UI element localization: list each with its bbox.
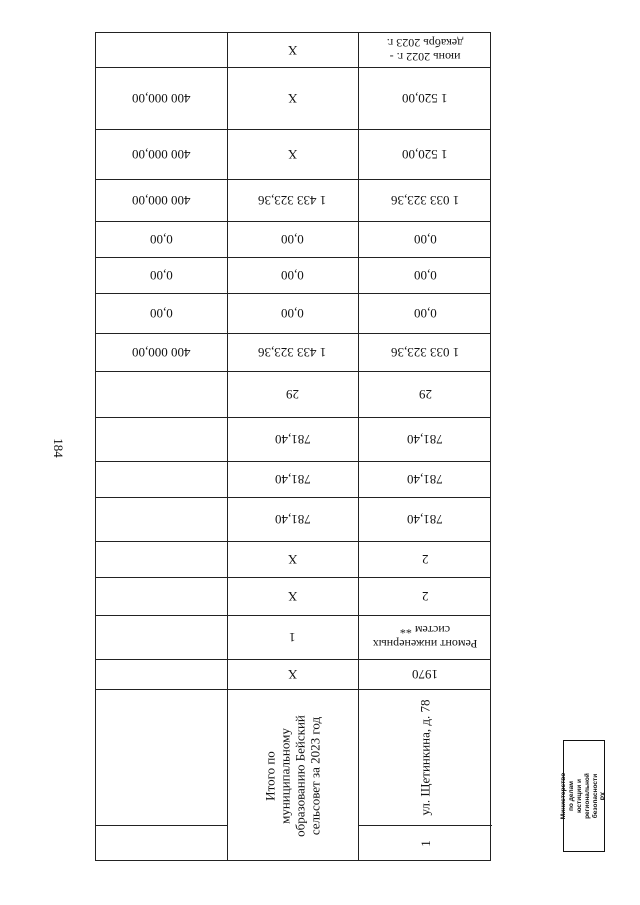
table-cell [96,577,227,615]
table-cell: 781,40 [274,512,311,527]
table-cell: 1 433 323,36 [258,193,327,208]
table-cell: 0,00 [413,232,437,247]
table-cell: 400 000,00 [132,91,191,106]
table-cell [96,659,227,689]
page-number: 184 [51,438,66,458]
table-cell: 2 [421,589,429,604]
table-cell: X [287,667,298,682]
table-cell: X [287,589,298,604]
table-cell [96,371,227,417]
table-cell: июнь 2022 г. - декабрь 2023 г. [386,36,464,64]
table-cell: 0,00 [413,306,437,321]
table-cell: 781,40 [274,432,311,447]
table-cell: Ремонт инженерных систем ** [372,623,478,651]
table-cell-total [227,689,358,862]
table-cell: 0,00 [281,268,304,283]
table-cell: 29 [418,387,432,402]
table-cell: 0,00 [413,268,437,283]
table-cell: 781,40 [407,432,443,447]
address-label: ул. Щетинкина, д. 78 [417,699,433,816]
data-table [95,32,491,861]
table-cell [96,33,227,67]
table-cell: X [287,552,298,567]
table-cell: 0,00 [150,232,173,247]
table-cell [96,497,227,541]
table-cell: 1 033 323,36 [390,193,460,208]
table-cell: 1 033 323,36 [390,345,460,360]
table-cell [96,689,227,825]
table-cell: 0,00 [150,306,173,321]
table-cell: 400 000,00 [132,345,191,360]
table-cell-number [358,825,492,862]
table-cell: 781,40 [407,472,443,487]
table-cell: 781,40 [274,472,311,487]
table-cell: 2 [421,552,429,567]
table-cell [96,541,227,577]
table-cell: 400 000,00 [132,193,191,208]
table-cell: X [287,91,298,106]
table-cell: X [287,147,298,162]
table-cell: 0,00 [281,232,304,247]
table-cell: 1 [289,630,296,645]
row-number: 1 [417,840,433,847]
table-cell [96,615,227,659]
total-label: Итого по муниципальному образованию Бейский сельсовет за 2023 год [262,714,323,837]
table-cell: 1 520,00 [402,91,448,106]
stamp-text: Министерство по делам юстиции и региональной безопасности РХ [560,772,607,820]
table-cell: 400 000,00 [132,147,191,162]
table-cell: 1 520,00 [402,147,448,162]
table-cell: 1 433 323,36 [258,345,327,360]
table-cell-address [358,689,492,825]
table-cell: 1970 [412,667,438,682]
table-cell [96,825,227,862]
table-cell [96,461,227,497]
ministry-stamp [560,740,607,852]
table-cell: 0,00 [150,268,173,283]
table-cell [96,417,227,461]
table-cell: X [287,43,298,58]
table-cell: 0,00 [281,306,304,321]
table-cell: 781,40 [407,512,443,527]
table-cell: 29 [286,387,299,402]
